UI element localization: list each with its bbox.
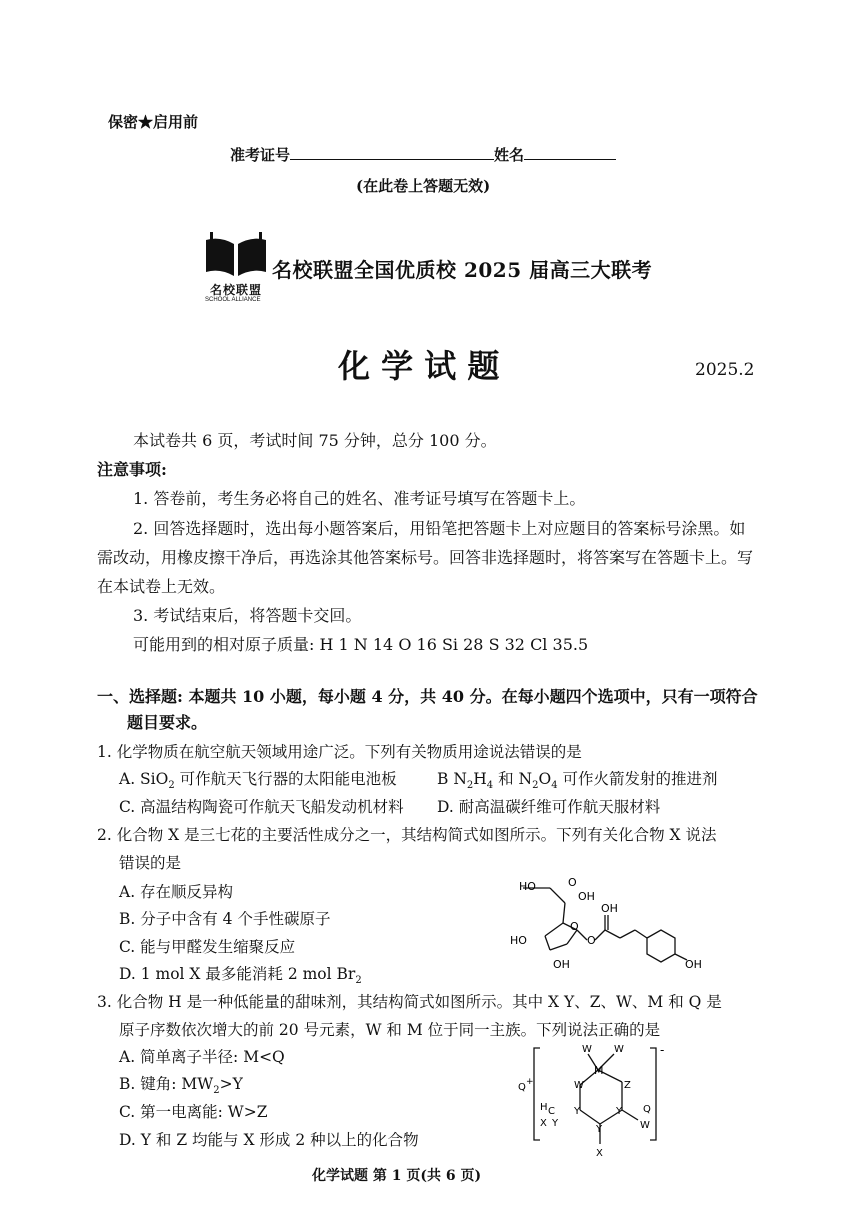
q3-label-6: Y xyxy=(574,1106,581,1117)
logo-cn: 名校联盟 xyxy=(210,283,263,297)
q1-option-a: A. SiO$_2$ 可作航天飞行器的太阳能电池板 xyxy=(119,770,397,792)
note-2-end: 在本试卷上无效。 xyxy=(97,577,226,596)
name-field[interactable] xyxy=(524,158,616,160)
q2-label-8: OH xyxy=(685,958,702,971)
q2-stem: 2. 化合物 X 是三七花的主要活性成分之一，其结构简式如图所示。下列有关化合物 X 说法 xyxy=(97,826,717,844)
q2-option-c: C. 能与甲醛发生缩聚反应 xyxy=(119,938,296,956)
q3-option-d: D. Y 和 Z 均能与 X 形成 2 种以上的化合物 xyxy=(119,1131,419,1149)
q3-label-9: X xyxy=(596,1148,603,1159)
q3-charge-minus: - xyxy=(660,1043,665,1057)
notes-title: 注意事项: xyxy=(97,460,167,479)
invalid-note: (在此卷上答题无效) xyxy=(356,177,491,195)
q1-stem: 1. 化学物质在航空航天领域用途广泛。下列有关物质用途说法错误的是 xyxy=(97,743,582,761)
q2-label-6: O xyxy=(587,934,596,947)
q1-option-d: D. 耐高温碳纤维可作航天服材料 xyxy=(437,798,661,816)
q3-option-a: A. 简单离子半径: M<Q xyxy=(119,1048,285,1066)
q2-label-3: HO xyxy=(510,934,527,947)
q2-label-1: O xyxy=(568,876,577,889)
note-3: 3. 考试结束后，将答题卡交回。 xyxy=(133,606,362,625)
note-1: 1. 答卷前，考生务必将自己的姓名、准考证号填写在答题卡上。 xyxy=(133,489,586,508)
subject-title: 化 学 试 题 xyxy=(338,347,500,385)
q2-option-d: D. 1 mol X 最多能消耗 2 mol $Br_2$ xyxy=(119,965,362,987)
q3-option-c: C. 第一电离能: W>Z xyxy=(119,1103,268,1121)
q3-charge-plus: + xyxy=(526,1077,534,1087)
exam-no-label: 准考证号 xyxy=(230,146,291,164)
intro-text: 本试卷共 6 页，考试时间 75 分钟，总分 100 分。 xyxy=(133,431,497,450)
section1-heading: 一、选择题: 本题共 10 小题，每小题 4 分，共 40 分。在每小题四个选项中，只有一项符合 xyxy=(97,687,758,706)
exam-no-field[interactable] xyxy=(290,158,494,160)
q2-option-a: A. 存在顺反异构 xyxy=(119,883,234,901)
q3-label-15: Q xyxy=(518,1082,526,1093)
q3-stem: 3. 化合物 H 是一种低能量的甜味剂，其结构简式如图所示。其中 X Y、Z、W、M 和 Q 是 xyxy=(97,993,722,1011)
q3-label-1: W xyxy=(614,1044,624,1055)
secret-label: 保密★启用前 xyxy=(108,113,199,131)
q3-label-14: Y xyxy=(552,1118,559,1129)
logo-en: SCHOOL ALLIANCE xyxy=(205,297,261,303)
q3-label-12: C xyxy=(548,1106,555,1117)
q3-label-0: W xyxy=(582,1044,592,1055)
q3-option-b: B. 键角: $MW_2>Y$ xyxy=(119,1075,243,1097)
q2-label-2: OH xyxy=(578,890,595,903)
q1-option-b: B $N_2H_4$ 和 $N_2O_4$ 可作火箭发射的推进剂 xyxy=(437,770,718,792)
exam-info-line xyxy=(230,144,616,165)
q2-structure-diagram xyxy=(505,868,735,978)
q3-label-4: Z xyxy=(624,1080,631,1091)
q3-label-5: Q xyxy=(643,1104,651,1115)
q3-label-2: M xyxy=(594,1064,604,1077)
q3-stem-cont: 原子序数依次增大的前 20 号元素，W 和 M 位于同一主族。下列说法正确的是 xyxy=(119,1021,661,1039)
atomic-masses: 可能用到的相对原子质量: H 1 N 14 O 16 Si 28 S 32 Cl 35.5 xyxy=(133,635,589,654)
exam-date: 2025.2 xyxy=(695,360,755,380)
q2-label-4: OH xyxy=(553,958,570,971)
q2-stem-cont: 错误的是 xyxy=(119,854,182,872)
page-footer: 化学试题 第 1 页(共 6 页) xyxy=(312,1168,482,1184)
q2-label-0: HO xyxy=(519,880,536,893)
exam-title: 名校联盟全国优质校 2025 届高三大联考 xyxy=(272,258,653,282)
q3-label-3: W xyxy=(574,1080,584,1091)
q3-label-8: Y xyxy=(596,1124,603,1135)
q3-label-7: Y xyxy=(616,1106,623,1117)
q2-label-5: O xyxy=(570,920,579,933)
q2-option-b: B. 分子中含有 4 个手性碳原子 xyxy=(119,910,331,928)
q1-option-c: C. 高温结构陶瓷可作航天飞船发动机材料 xyxy=(119,798,404,816)
name-label: 姓名 xyxy=(494,146,525,164)
q3-label-11: H xyxy=(540,1102,548,1113)
note-2: 2. 回答选择题时，选出每小题答案后，用铅笔把答题卡上对应题目的答案标号涂黑。如 xyxy=(133,519,746,538)
section1-heading-cont: 题目要求。 xyxy=(127,713,208,732)
note-2-cont: 需改动，用橡皮擦干净后，再选涂其他答案标号。回答非选择题时，将答案写在答题卡上。写 xyxy=(97,548,754,567)
q3-label-10: W xyxy=(640,1120,650,1131)
q2-label-7: OH xyxy=(601,902,618,915)
q3-label-13: X xyxy=(540,1118,547,1129)
q3-structure-diagram xyxy=(510,1040,690,1160)
